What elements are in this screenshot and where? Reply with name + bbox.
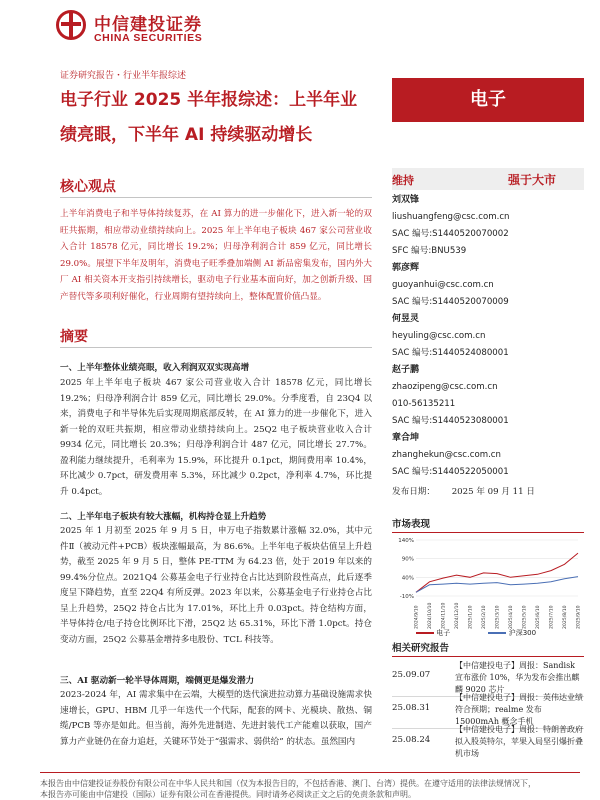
divider (392, 532, 584, 533)
summary-subtitle-1: 一、上半年整体业绩亮眼，收入利润双双实现高增 (60, 363, 250, 373)
analyst-sac: SAC 编号:S1440523080001 (392, 416, 509, 426)
x-tick-label: 2025/8/10 (563, 605, 568, 629)
legend-swatch (488, 632, 506, 634)
footer-divider (40, 772, 580, 773)
brand-logo-icon (56, 10, 86, 40)
analyst-sfc: SFC 编号:BNU539 (392, 246, 467, 256)
analyst-sac: SAC 编号:S1440520070002 (392, 229, 509, 239)
analyst-phone: 010-56135211 (392, 399, 456, 409)
related-date: 25.08.24 (392, 735, 431, 745)
analyst-email[interactable]: zhanghekun@csc.com.cn (392, 450, 501, 460)
summary-paragraph-2: 2025 年 1 月初至 2025 年 9 月 5 日，申万电子指数累计涨幅 32.0%，其中元件Ⅱ（被动元件+PCB）板块涨幅最高，为 86.6%。上半年电子板块估值呈上升趋势，截至 2025 年 9 月 5 日，整体 PE-TTM 为 64.23 倍，处于 2019 年以来的 99.4%分位点。2021Q4 公募基金电子行业持仓占比达到阶段性高点，此后逐季度呈下降趋势，直至 22Q4 有所反弹。2023 年以来，公募基金电子行业持仓占比呈上升趋势，25Q2 持仓占比为 17.01%，环比上升 0.03pct。持仓结构方面，半导体持仓/电子持仓比例环比下滑，25Q2 达 65.31%，环比下滑 1.0pct。持仓变动方面，25Q2 公募基金增持多电股份、TCL 科技等。 (60, 526, 372, 645)
summary-heading: 摘要 (60, 329, 88, 345)
brand-name-cn: 中信建投证券 (94, 15, 202, 35)
footer-line: 本报告亦可能由中信建投（国际）证券有限公司在香港提供。同时请务必阅读正文之后的免责条款和声明。 (40, 790, 416, 799)
summary-paragraph-3: 2023-2024 年，AI 需求集中在云端，大模型的迭代演进拉动算力基础设施需求快速增长，GPU、HBM 几乎一年迭代一个代际，配套的网卡、光模块、散热、铜缆/PCB 等亦是如此。但当前，海外先进制造、先进封装代工产能难以获取，国产算力产业链仍在奋力追赶，关键环节处于“强需求、弱供给” 的状态。虽然国内 (60, 690, 372, 747)
breadcrumb: 证券研究报告・行业半年报综述 (60, 71, 187, 81)
market-heading: 市场表现 (392, 519, 431, 530)
summary-subtitle-2: 二、上半年电子板块有较大涨幅，机构持仓显上升趋势 (60, 512, 267, 522)
footer-line: 本报告由中信建投证券股份有限公司在中华人民共和国（仅为本报告目的，不包括香港、澳门、台湾）提供。在遵守适用的法律法规情况下， (40, 779, 536, 788)
related-date: 25.09.07 (392, 670, 431, 680)
y-tick-label: 140% (398, 538, 414, 544)
publish-date (392, 485, 535, 497)
report-title-line-2: 绩亮眼，下半年 AI 持续驱动增长 (60, 125, 313, 145)
summary-subtitle-3: 三、AI 驱动新一轮半导体周期，端侧更是爆发潜力 (60, 676, 255, 686)
core-view-heading: 核心观点 (60, 179, 116, 195)
core-view-text: 上半年消费电子和半导体持续复苏，在 AI 算力的进一步催化下，进入新一轮的双旺共振期，相应带动业绩持续向上。2025 年上半年电子板块 467 家公司营业收入合计 18578 亿元，同比增长 19.2%；归母净利润合计 859 亿元，同比增长 29.0%。展望下半年及明年，消费电子旺季叠加端侧 AI 新品密集发布，国内外大厂 AI 相关资本开支指引持续增长，驱动电子行业基本面向好，加之创新升级、国产替代等多项利好催化，行业周期有望持续向上，整体配置价值凸显。 (60, 209, 372, 302)
legend-label: 沪深300 (508, 629, 537, 637)
related-report-link[interactable]: 【中信建投电子】周报：英伟达业绩符合预期；realme 发布 15000mAh 概念手机 (455, 693, 583, 726)
related-report-link[interactable]: 【中信建投电子】周报：Sandisk 宣布涨价 10%，华为发布会推出麒麟 9020 芯片 (455, 661, 580, 694)
x-tick-label: 2024/9/10 (414, 605, 420, 629)
x-tick-label: 2024/12/10 (455, 602, 460, 629)
rating-value: 强于大市 (508, 173, 557, 187)
x-tick-label: 2025/7/10 (549, 605, 555, 629)
analyst-email[interactable]: guoyanhui@csc.com.cn (392, 280, 494, 290)
summary-paragraph-1: 2025 年上半年电子板块 467 家公司营业收入合计 18578 亿元，同比增长 19.2%；归母净利润合计 859 亿元，同比增长 29.0%。分季度看，自 23Q4 以来，消费电子和半导体先后实现周期底部反转，在 AI 算力的进一步催化下，进入新一轮的双旺共振期，相应带动业绩持续向上。25Q2 电子板块营业收入合计 9934 亿元，同比增长 20.3%；归母净利润合计 487 亿元，同比增长 27.7%。盈利能力继续提升，毛利率为 15.9%，环比提升 0.1pct，期间费用率 10.4%，环比减少 0.7pct，研发费用率 5.3%，环比减少 0.2pct，净利率 4.7%，环比提升 0.4pct。 (60, 378, 372, 497)
y-tick-label: 90% (401, 556, 414, 563)
x-tick-label: 2025/5/10 (522, 605, 528, 629)
rating-label: 维持 (392, 174, 414, 187)
x-tick-label: 2025/4/10 (509, 605, 514, 629)
x-tick-label: 2024/10/10 (428, 602, 433, 629)
footer-disclaimer (40, 778, 580, 800)
report-title-line-1: 电子行业 2025 半年报综述：上半年业 (60, 90, 358, 110)
x-tick-label: 2025/6/10 (536, 605, 541, 629)
y-tick-label: 40% (401, 575, 414, 582)
x-tick-label: 2024/11/10 (441, 602, 447, 629)
analyst-name: 章合坤 (392, 433, 420, 443)
publish-date-value: 2025 年 09 月 11 日 (451, 487, 535, 497)
analyst-name: 刘双锋 (392, 195, 420, 205)
divider (60, 197, 372, 198)
x-tick-label: 2025/9/10 (576, 605, 582, 629)
sector-label: 电子 (392, 78, 584, 122)
analyst-name: 郭彦辉 (392, 263, 420, 273)
x-tick-label: 2025/2/10 (482, 605, 487, 629)
analyst-sac: SAC 编号:S1440520070009 (392, 297, 509, 307)
brand-name-en: CHINA SECURITIES (94, 32, 203, 44)
analyst-name: 赵子鹏 (392, 365, 420, 375)
analyst-email[interactable]: liushuangfeng@csc.com.cn (392, 212, 510, 222)
analyst-email[interactable]: zhaozipeng@csc.com.cn (392, 382, 498, 392)
analyst-sac: SAC 编号:S1440524080001 (392, 348, 509, 358)
x-tick-label: 2025/3/10 (495, 605, 501, 629)
related-report-link[interactable]: 【中信建投电子】周报：特朗普政府拟入股英特尔，苹果入局坚引爆折叠机市场 (455, 725, 583, 758)
x-tick-label: 2025/1/10 (468, 605, 474, 629)
legend-label: 电子 (436, 629, 451, 637)
analyst-name: 何昱灵 (392, 314, 420, 324)
analyst-list (392, 192, 584, 481)
analyst-sac: SAC 编号:S1440522050001 (392, 467, 509, 477)
publish-date-label: 发布日期： (392, 487, 435, 497)
legend-swatch (416, 632, 434, 634)
related-date: 25.08.31 (392, 703, 431, 713)
related-heading: 相关研究报告 (392, 643, 450, 654)
divider (60, 347, 372, 348)
y-tick-label: -10% (399, 594, 414, 600)
series-line-电子 (416, 553, 578, 592)
divider (392, 656, 584, 657)
chart-legend (416, 628, 536, 638)
analyst-email[interactable]: heyuling@csc.com.cn (392, 331, 486, 341)
